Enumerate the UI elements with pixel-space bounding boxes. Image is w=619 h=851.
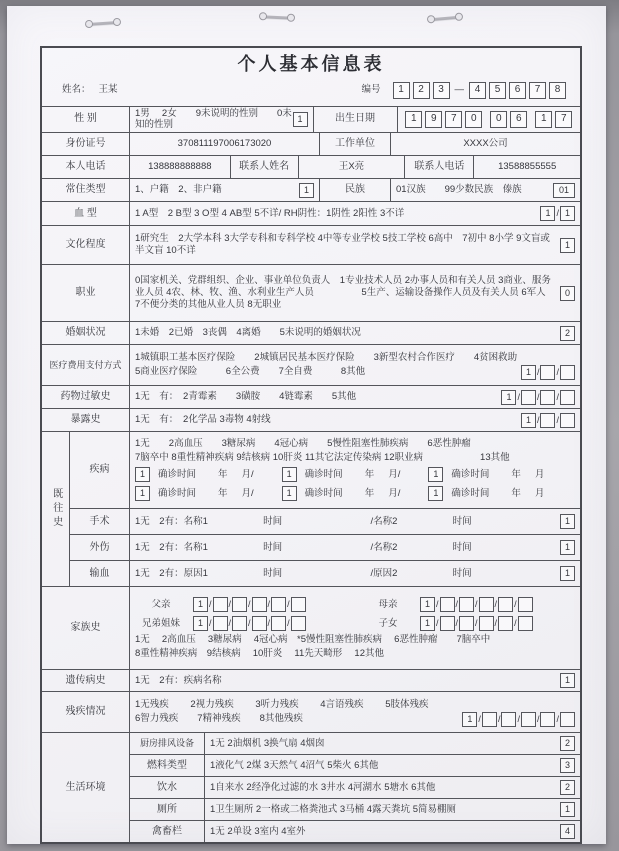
occupation-label: 职业 xyxy=(42,265,130,321)
env-item-options: 1自来水 2经净化过滤的水 3井水 4河湖水 5塘水 6其他 xyxy=(210,781,436,793)
family-member xyxy=(362,597,575,612)
slash: / xyxy=(436,599,439,610)
confirm-time-label: 确诊时间 xyxy=(158,468,197,480)
family-empty-box xyxy=(291,597,306,612)
disability-options-line1: 1无残疾 2视力残疾 3听力残疾 4言语残疾 5肢体残疾 xyxy=(135,698,429,710)
personal-info-form xyxy=(40,46,582,844)
disability-value-box: 1 xyxy=(462,712,477,727)
genetic-options: 1无 2有：疾病名称 xyxy=(135,674,222,686)
slash: / xyxy=(494,599,498,610)
disease-options-line1: 1无 2高血压 3糖尿病 4冠心病 5慢性阻塞性肺疾病 6恶性肿瘤 xyxy=(135,438,471,450)
disability-empty-box xyxy=(560,712,575,727)
exposure-value-box: 1 xyxy=(521,413,536,428)
env-item-options: 1无 2单设 3室内 4室外 xyxy=(210,825,306,837)
family-empty-box xyxy=(440,616,455,631)
dob-label: 出生日期 xyxy=(314,107,398,133)
confirm-time-label: 确诊时间 xyxy=(451,487,490,499)
env-item-options: 1液化气 2煤 3天然气 4沼气 5柴火 6其他 xyxy=(210,759,379,771)
disability-label: 残疾情况 xyxy=(42,692,130,732)
slash: / xyxy=(514,618,517,629)
slash: / xyxy=(248,618,251,629)
confirm-time-label: 确诊时间 xyxy=(451,468,490,480)
family-empty-box xyxy=(213,616,228,631)
family-history-label: 家族史 xyxy=(42,587,130,669)
row-env-livestock xyxy=(130,820,580,842)
env-value-box: 3 xyxy=(560,758,575,773)
surgery-value-box: 1 xyxy=(560,514,575,529)
family-empty-box xyxy=(213,597,228,612)
phone-label: 本人电话 xyxy=(42,156,130,178)
ethnic-label: 民族 xyxy=(320,179,391,201)
family-empty-box xyxy=(232,616,247,631)
code-label: 编号 xyxy=(361,84,381,96)
exposure-options: 1无 有： 2化学品 3毒物 4射线 xyxy=(135,414,271,426)
slash: / xyxy=(556,366,559,377)
payment-options-line1: 1城镇职工基本医疗保险 2城镇居民基本医疗保险 3新型农村合作医疗 4贫困救助 xyxy=(135,351,518,363)
allergy-empty-box xyxy=(540,390,555,405)
month-label: 月 xyxy=(534,468,545,480)
row-gender xyxy=(42,106,580,133)
genetic-value-box: 1 xyxy=(560,673,575,688)
staple-mark xyxy=(89,21,117,25)
env-item-name: 燃料类型 xyxy=(130,755,205,776)
transfusion-text2: /原因2 xyxy=(370,567,398,579)
contact-name-value: 王X亮 xyxy=(299,156,406,178)
disability-options-line2: 6智力残疾 7精神残疾 8其他残疾 xyxy=(135,713,303,725)
code-digit-box: 3 xyxy=(433,82,450,99)
code-digit-box: 4 xyxy=(469,82,486,99)
contact-name-label: 联系人姓名 xyxy=(231,156,299,178)
slash: / xyxy=(267,618,271,629)
surgery-text2: /名称2 xyxy=(370,515,398,527)
confirm-time-label: 确诊时间 xyxy=(158,487,197,499)
family-empty-box xyxy=(498,597,513,612)
year-label: 年 xyxy=(364,487,375,499)
section-past-history xyxy=(42,431,580,586)
row-disability xyxy=(42,691,580,732)
month-slash-label: 月/ xyxy=(241,487,254,499)
code-digit-box: 6 xyxy=(509,82,526,99)
family-empty-box xyxy=(271,597,286,612)
family-member xyxy=(135,597,348,612)
gender-label: 性 别 xyxy=(42,107,130,133)
phone-value: 138888888888 xyxy=(130,156,231,178)
slash: / xyxy=(478,713,481,724)
staple-mark xyxy=(431,16,459,20)
staple-mark xyxy=(263,15,291,18)
work-unit-value: XXXX公司 xyxy=(463,138,508,150)
gender-options: 1男 2女 9未说明的性别 0未知的性别 xyxy=(135,107,292,131)
time-label: 时间 xyxy=(452,515,472,527)
ethnic-options: 01汉族 99少数民族 傣族 xyxy=(396,184,522,196)
environment-label: 生活环境 xyxy=(42,733,130,842)
disease-label: 疾病 xyxy=(70,432,130,508)
disease-confirm-box: 1 xyxy=(135,486,150,501)
env-item-name: 饮水 xyxy=(130,777,205,798)
name-value: 王某 xyxy=(98,84,118,96)
disability-empty-box xyxy=(501,712,516,727)
time-label: 时间 xyxy=(263,567,283,579)
blood-abo-value-box: 1 xyxy=(540,206,555,221)
row-occupation xyxy=(42,264,580,321)
dob-digit-box: 6 xyxy=(510,111,527,128)
trauma-label: 外伤 xyxy=(70,535,130,560)
family-member-name: 母亲 xyxy=(378,598,398,610)
row-phone xyxy=(42,155,580,178)
dob-digit-box: 0 xyxy=(465,111,482,128)
education-value-box: 1 xyxy=(560,238,575,253)
trauma-text: 1无 2有：名称1 xyxy=(135,541,208,553)
allergy-label: 药物过敏史 xyxy=(42,386,130,408)
slash: / xyxy=(494,618,498,629)
slash: / xyxy=(536,713,540,724)
family-empty-box xyxy=(440,597,455,612)
disease-confirm-box: 1 xyxy=(428,467,443,482)
disease-confirm-box: 1 xyxy=(135,467,150,482)
slash: / xyxy=(475,599,478,610)
exposure-label: 暴露史 xyxy=(42,409,130,431)
row-disease xyxy=(70,432,580,508)
past-history-label: 既往史 xyxy=(50,488,62,531)
slash: / xyxy=(287,618,290,629)
row-env-toilet xyxy=(130,798,580,820)
family-options-line2: 8重性精神疾病 9结核病 10肝炎 11先天畸形 12其他 xyxy=(135,648,384,660)
surgery-text: 1无 2有：名称1 xyxy=(135,515,208,527)
transfusion-value-box: 1 xyxy=(560,566,575,581)
marital-label: 婚姻状况 xyxy=(42,322,130,344)
row-payment xyxy=(42,344,580,385)
code-digit-box: 2 xyxy=(413,82,430,99)
year-label: 年 xyxy=(218,468,228,480)
family-empty-box xyxy=(459,616,474,631)
slash: / xyxy=(536,414,540,425)
allergy-options: 1无 有： 2青霉素 3磺胺 4链霉素 5其他 xyxy=(135,391,357,403)
family-empty-box xyxy=(518,616,533,631)
code-digit-box: 7 xyxy=(529,82,546,99)
row-residence xyxy=(42,178,580,201)
code-digit-box: 5 xyxy=(489,82,506,99)
month-slash-label: 月/ xyxy=(241,468,254,480)
blood-options: 1 A型 2 B型 3 O型 4 AB型 5不详/ RH阴性：1阴性 2阳性 3不详 xyxy=(135,207,405,219)
code-digit-box: 8 xyxy=(549,82,566,99)
time-label: 时间 xyxy=(452,541,472,553)
row-transfusion xyxy=(70,560,580,586)
family-member-name: 兄弟姐妹 xyxy=(141,617,180,629)
exposure-empty-box xyxy=(540,413,555,428)
ethnic-value-box: 01 xyxy=(553,183,575,198)
payment-label: 医疗费用支付方式 xyxy=(42,345,130,385)
slash: / xyxy=(517,391,520,402)
contact-phone-value: 13588855555 xyxy=(498,161,557,173)
row-env-kitchen xyxy=(130,733,580,754)
family-empty-box xyxy=(252,616,267,631)
marital-value-box: 2 xyxy=(560,326,575,341)
surgery-label: 手术 xyxy=(70,509,130,534)
family-empty-box xyxy=(459,597,474,612)
marital-options: 1未婚 2已婚 3丧偶 4离婚 5未说明的婚姻状况 xyxy=(135,327,361,339)
month-label: 月 xyxy=(534,487,545,499)
form-header xyxy=(42,48,580,106)
form-title: 个人基本信息表 xyxy=(237,54,385,74)
blood-rh-value-box: 1 xyxy=(560,206,575,221)
confirm-time-label: 确诊时间 xyxy=(304,468,343,480)
year-label: 年 xyxy=(511,487,521,499)
dob-digit-box: 0 xyxy=(490,111,507,128)
education-label: 文化程度 xyxy=(42,226,130,264)
allergy-empty-box xyxy=(521,390,536,405)
row-exposure xyxy=(42,408,580,431)
slash: / xyxy=(287,599,290,610)
education-options: 1研究生 2大学本科 3大学专科和专科学校 4中等专业学校 5技工学校 6高中 7初中 8小学 9文盲或半文盲 10不详 xyxy=(135,233,550,257)
row-id-card xyxy=(42,132,580,155)
env-item-options: 1卫生厕所 2一格或二格粪池式 3马桶 4露天粪坑 5简易棚厕 xyxy=(210,803,456,815)
disease-options-line2: 7脑卒中 8重性精神疾病 9结核病 10肝炎 11其它法定传染病 12职业病 13其他 xyxy=(135,452,510,464)
env-value-box: 4 xyxy=(560,824,575,839)
slash: / xyxy=(556,391,559,402)
slash: / xyxy=(514,599,517,610)
scanned-paper xyxy=(7,6,606,844)
contact-phone-label: 联系人电话 xyxy=(405,156,474,178)
year-label: 年 xyxy=(364,468,375,480)
row-allergy xyxy=(42,385,580,408)
year-label: 年 xyxy=(218,487,228,499)
allergy-value-box: 1 xyxy=(501,390,516,405)
row-family-history xyxy=(42,586,580,669)
work-unit-label: 工作单位 xyxy=(320,133,391,155)
env-value-box: 1 xyxy=(560,802,575,817)
dob-digit-box: 1 xyxy=(405,111,422,128)
family-empty-box xyxy=(498,616,513,631)
family-value-box: 1 xyxy=(193,616,208,631)
slash: / xyxy=(455,599,459,610)
time-label: 时间 xyxy=(452,567,472,579)
residence-value-box: 1 xyxy=(299,183,314,198)
family-member-name: 子女 xyxy=(378,617,398,629)
gender-value-box: 1 xyxy=(293,112,308,127)
family-member-name: 父亲 xyxy=(151,598,171,610)
payment-empty-box xyxy=(540,365,555,380)
slash: / xyxy=(209,599,212,610)
slash: / xyxy=(455,618,459,629)
family-options-line1: 1无 2高血压 3糖尿病 4冠心病 *5慢性阻塞性肺疾病 6恶性肿瘤 7脑卒中 xyxy=(135,634,491,646)
dob-digit-box: 9 xyxy=(425,111,442,128)
payment-value-box: 1 xyxy=(521,365,536,380)
disease-confirm-box: 1 xyxy=(282,467,297,482)
month-slash-label: 月/ xyxy=(388,487,401,499)
row-genetic xyxy=(42,669,580,691)
slash: / xyxy=(248,599,251,610)
slash: / xyxy=(556,713,559,724)
row-trauma xyxy=(70,534,580,560)
slash: / xyxy=(267,599,271,610)
time-label: 时间 xyxy=(263,515,283,527)
row-education xyxy=(42,225,580,264)
disability-empty-box xyxy=(540,712,555,727)
time-label: 时间 xyxy=(263,541,283,553)
code-dash: — xyxy=(454,84,464,96)
slash: / xyxy=(536,391,540,402)
slash: / xyxy=(228,599,232,610)
slash: / xyxy=(517,713,520,724)
disability-empty-box xyxy=(482,712,497,727)
residence-options: 1、户籍 2、非户籍 xyxy=(135,184,222,196)
year-label: 年 xyxy=(511,468,521,480)
slash: / xyxy=(556,208,559,219)
env-item-options: 1无 2油烟机 3换气扇 4烟囱 xyxy=(210,737,325,749)
slash: / xyxy=(497,713,501,724)
dob-digit-box: 1 xyxy=(535,111,552,128)
slash: / xyxy=(536,366,540,377)
trauma-text2: /名称2 xyxy=(370,541,398,553)
disease-confirm-box: 1 xyxy=(428,486,443,501)
blood-label: 血 型 xyxy=(42,202,130,225)
family-empty-box xyxy=(518,597,533,612)
id-card-label: 身份证号 xyxy=(42,133,130,155)
occupation-options: 0国家机关、党群组织、企业、事业单位负责人 1专业技术人员 2办事人员和有关人员 3商业、服务业人员 4农、林、牧、渔、水利业生产人员 5生产、运输设备操作人员及有关人员 6军人 7不便分类的其他从业人员 8无职业 xyxy=(135,275,551,311)
family-empty-box xyxy=(252,597,267,612)
payment-empty-box xyxy=(560,365,575,380)
env-item-name: 厨房排风设备 xyxy=(130,733,205,754)
family-empty-box xyxy=(479,616,494,631)
disease-confirm-box: 1 xyxy=(282,486,297,501)
slash: / xyxy=(228,618,232,629)
slash: / xyxy=(209,618,212,629)
row-env-water xyxy=(130,776,580,798)
family-empty-box xyxy=(479,597,494,612)
row-env-fuel xyxy=(130,754,580,776)
row-blood xyxy=(42,201,580,225)
transfusion-label: 输血 xyxy=(70,561,130,586)
allergy-empty-box xyxy=(560,390,575,405)
row-marital xyxy=(42,321,580,344)
section-environment xyxy=(42,732,580,842)
code-digit-box: 1 xyxy=(393,82,410,99)
id-card-value: 370811197006173020 xyxy=(130,133,320,155)
dob-digit-box: 7 xyxy=(445,111,462,128)
family-empty-box xyxy=(291,616,306,631)
genetic-label: 遗传病史 xyxy=(42,670,130,691)
family-value-box: 1 xyxy=(193,597,208,612)
family-member xyxy=(135,616,348,631)
disability-empty-box xyxy=(521,712,536,727)
trauma-value-box: 1 xyxy=(560,540,575,555)
family-value-box: 1 xyxy=(420,597,435,612)
payment-options-line2: 5商业医疗保险 6全公费 7全自费 8其他 xyxy=(135,366,366,378)
occupation-value-box: 0 xyxy=(560,286,575,301)
row-surgery xyxy=(70,508,580,534)
slash: / xyxy=(556,414,559,425)
family-empty-box xyxy=(232,597,247,612)
slash: / xyxy=(436,618,439,629)
slash: / xyxy=(475,618,478,629)
env-value-box: 2 xyxy=(560,736,575,751)
confirm-time-label: 确诊时间 xyxy=(304,487,343,499)
transfusion-text: 1无 2有：原因1 xyxy=(135,567,208,579)
family-member xyxy=(362,616,575,631)
exposure-empty-box xyxy=(560,413,575,428)
env-item-name: 厕所 xyxy=(130,799,205,820)
env-item-name: 禽畜栏 xyxy=(130,821,205,842)
residence-label: 常住类型 xyxy=(42,179,130,201)
family-empty-box xyxy=(271,616,286,631)
family-value-box: 1 xyxy=(420,616,435,631)
month-slash-label: 月/ xyxy=(388,468,401,480)
dob-digit-box: 7 xyxy=(555,111,572,128)
name-label: 姓名： xyxy=(62,84,91,96)
env-value-box: 2 xyxy=(560,780,575,795)
